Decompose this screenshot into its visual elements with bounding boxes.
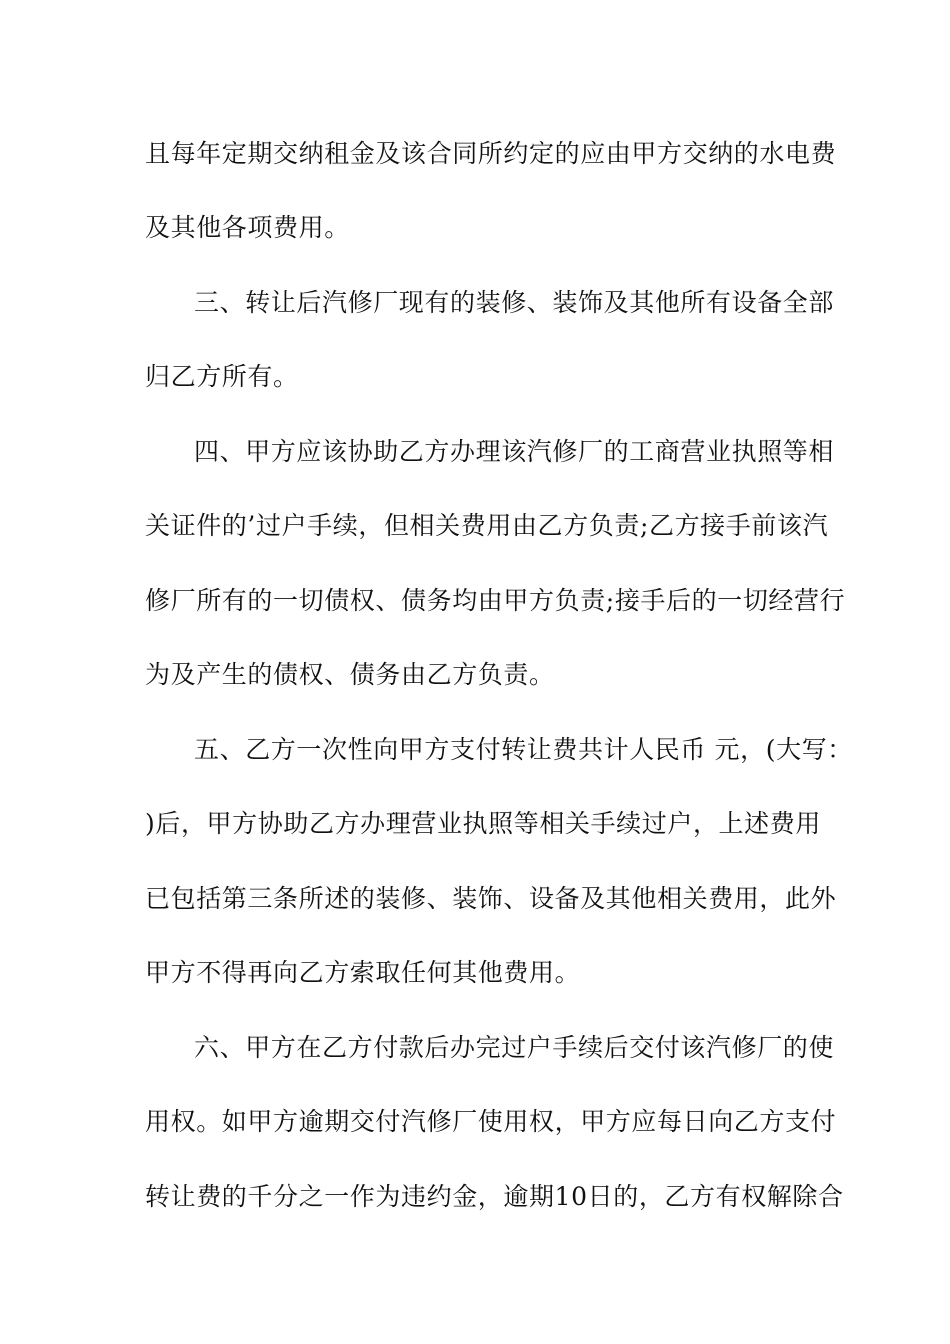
paragraph-3-start: 三、转让后汽修厂现有的装修、装饰及其他所有设备全部 [194, 288, 835, 317]
text-line: 转让费的千分之一作为违约金，逾期10日的，乙方有权解除合 [145, 1182, 844, 1211]
paragraph-6-start: 六、甲方在乙方付款后办完过户手续后交付该汽修厂的使 [194, 1033, 835, 1062]
text-line: 且每年定期交纳租金及该合同所约定的应由甲方交纳的水电费 [145, 139, 837, 168]
paragraph-5-start: 五、乙方一次性向甲方支付转让费共计人民币 元，(大写： [194, 735, 853, 764]
text-line: 为及产生的债权、债务由乙方负责。 [145, 660, 555, 689]
text-line: 归乙方所有。 [145, 362, 299, 391]
text-line: 及其他各项费用。 [145, 213, 350, 242]
paragraph-4-start: 四、甲方应该协助乙方办理该汽修厂的工商营业执照等相 [194, 437, 835, 466]
text-line: 已包括第三条所述的装修、装饰、设备及其他相关费用，此外 [145, 884, 837, 913]
text-line: 用权。如甲方逾期交付汽修厂使用权，甲方应每日向乙方支付 [145, 1107, 837, 1136]
text-line: 修厂所有的一切债权、债务均由甲方负责;接手后的一切经营行 [145, 586, 846, 615]
text-line: )后，甲方协助乙方办理营业执照等相关手续过户，上述费用 [145, 809, 821, 838]
text-line: 关证件的’过户手续，但相关费用由乙方负责;乙方接手前该汽 [145, 511, 829, 540]
text-line: 甲方不得再向乙方索取任何其他费用。 [145, 958, 581, 987]
